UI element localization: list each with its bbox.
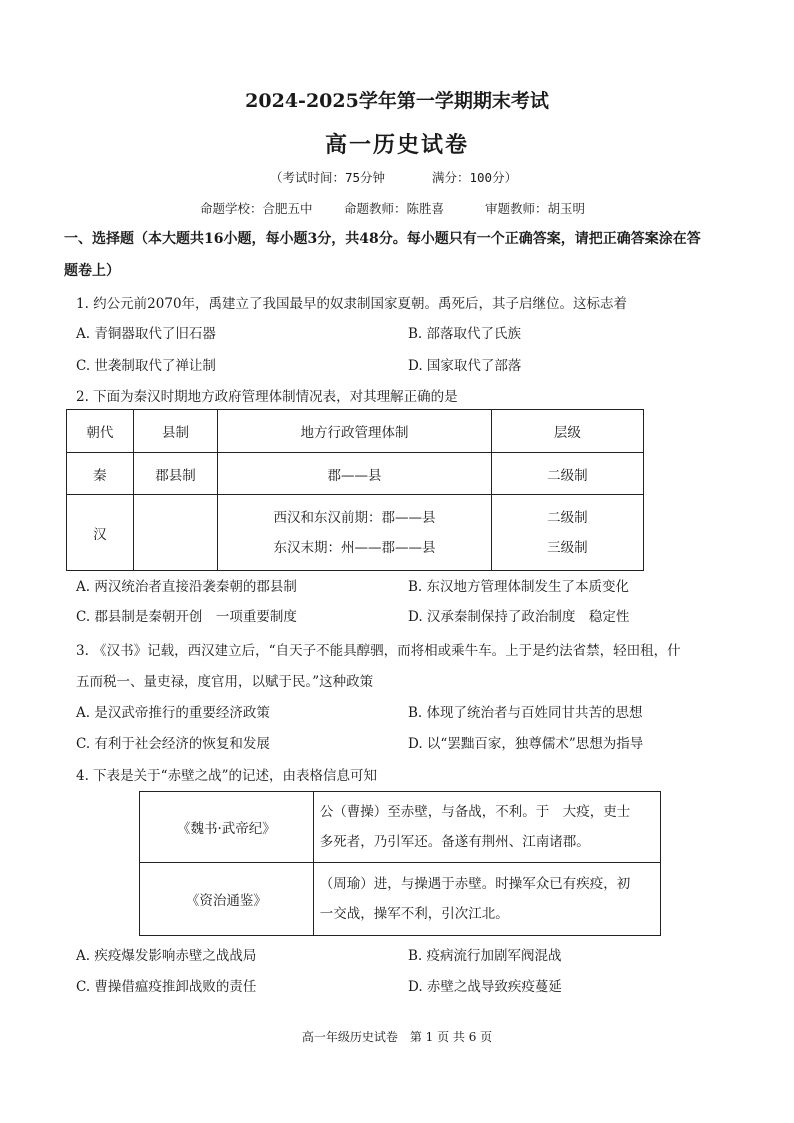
- q1-option-b: B. 部落取代了氏族: [408, 326, 522, 342]
- q2-han-level-cell: [491, 495, 643, 571]
- q2-qin-dynasty: 秦: [67, 453, 134, 495]
- q2-option-c: C. 郡县制是秦朝开创 一项重要制度: [76, 609, 297, 625]
- q2-option-a: A. 两汉统治者直接沿袭秦朝的郡县制: [76, 579, 297, 595]
- q2-qin-system: 郡县制: [133, 453, 218, 495]
- exam-time-info: （考试时间：75分钟: [270, 170, 386, 185]
- section-heading-line2: 题卷上）: [64, 263, 120, 279]
- q4-text-zizhi-cell: [313, 863, 660, 936]
- subject-title: 高一历史试卷: [324, 132, 469, 158]
- reviewing-teacher: 审题教师：胡玉明: [485, 201, 586, 216]
- q2-han-level-line1: 二级制: [547, 509, 588, 526]
- q4-text-zizhi-line2: 一交战，操军不利，引次江北。: [319, 906, 509, 922]
- q4-table-row-zizhi: [140, 863, 661, 936]
- q2-header-county-system: 县制: [133, 410, 218, 453]
- q3-option-d: D. 以“罢黜百家，独尊儒术”思想为指导: [408, 736, 644, 752]
- setting-teacher: 命题教师：陈胜喜: [344, 201, 445, 216]
- q4-table-row-weishu: [140, 792, 661, 863]
- q1-option-a: A. 青铜器取代了旧石器: [76, 326, 216, 342]
- q4-option-d: D. 赤壁之战导致疾疫蔓延: [408, 979, 562, 995]
- q4-option-c: C. 曹操借瘟疫推卸战败的责任: [76, 979, 257, 995]
- q4-text-zizhi-line1: （周瑜）进，与操遇于赤壁。时操军众已有疾疫，初: [319, 876, 631, 892]
- q2-qin-admin: 郡——县: [218, 453, 492, 495]
- q2-han-system: [133, 495, 218, 571]
- full-score-info: 满分：100分）: [432, 170, 518, 185]
- q4-text-weishu-line1: 公（曹操）至赤壁，与备战，不利。于 大疫，吏士: [319, 804, 631, 820]
- q2-header-admin-system: 地方行政管理体制: [218, 410, 492, 453]
- q1-stem: 1. 约公元前2070年，禹建立了我国最早的奴隶制国家夏朝。禹死后，其子启继位。这标志着: [76, 296, 628, 312]
- q2-han-admin-line2: 东汉末期：州——郡——县: [273, 539, 436, 556]
- q2-option-d: D. 汉承秦制保持了政治制度 稳定性: [408, 609, 630, 625]
- q4-source-zizhi: 《资治通鉴》: [140, 863, 314, 936]
- q4-table: [139, 791, 661, 936]
- q3-stem-line1: 3. 《汉书》记载，西汉建立后，“自天子不能具醇驷，而将相或乘牛车。上于是约法省禁，轻田租，什: [76, 643, 681, 659]
- q4-option-a: A. 疾疫爆发影响赤壁之战战局: [76, 948, 257, 964]
- q3-stem-line2: 五而税一、量吏禄，度官用，以赋于民。”这种政策: [76, 674, 374, 690]
- q2-header-level: 层级: [491, 410, 643, 453]
- q4-stem: 4. 下表是关于“赤壁之战”的记述，由表格信息可知: [76, 768, 377, 784]
- q2-table: [66, 409, 644, 571]
- q2-qin-level: 二级制: [491, 453, 643, 495]
- q2-header-dynasty: 朝代: [67, 410, 134, 453]
- q2-han-admin-cell: [218, 495, 492, 571]
- q2-option-b: B. 东汉地方管理体制发生了本质变化: [408, 579, 630, 595]
- q3-option-b: B. 体现了统治者与百姓同甘共苦的思想: [408, 705, 643, 721]
- q2-han-level-line2: 三级制: [547, 539, 588, 556]
- q2-table-header-row: [67, 410, 644, 453]
- q4-option-b: B. 疫病流行加剧军阀混战: [408, 948, 562, 964]
- q2-table-row-qin: [67, 453, 644, 495]
- q2-han-admin-line1: 西汉和东汉前期：郡——县: [273, 509, 436, 526]
- q3-option-c: C. 有利于社会经济的恢复和发展: [76, 736, 270, 752]
- q4-text-weishu-line2: 多死者，乃引军还。备遂有荆州、江南诸郡。: [319, 834, 590, 850]
- section-heading-line1: 一、选择题（本大题共16小题，每小题3分，共48分。每小题只有一个正确答案，请把正确答案涂在答: [64, 231, 701, 247]
- q3-option-a: A. 是汉武帝推行的重要经济政策: [76, 705, 270, 721]
- q4-source-weishu: 《魏书·武帝纪》: [140, 792, 314, 863]
- q2-han-dynasty: 汉: [67, 495, 134, 571]
- setting-school: 命题学校：合肥五中: [200, 201, 313, 216]
- q2-stem: 2. 下面为秦汉时期地方政府管理体制情况表，对其理解正确的是: [76, 389, 458, 405]
- q4-text-weishu-cell: [313, 792, 660, 863]
- q2-table-row-han: [67, 495, 644, 571]
- page-footer: 高一年级历史试卷 第 1 页 共 6 页: [301, 1030, 493, 1044]
- q1-option-c: C. 世袭制取代了禅让制: [76, 358, 216, 374]
- q1-option-d: D. 国家取代了部落: [408, 358, 522, 374]
- exam-title: 2024-2025学年第一学期期末考试: [245, 90, 549, 112]
